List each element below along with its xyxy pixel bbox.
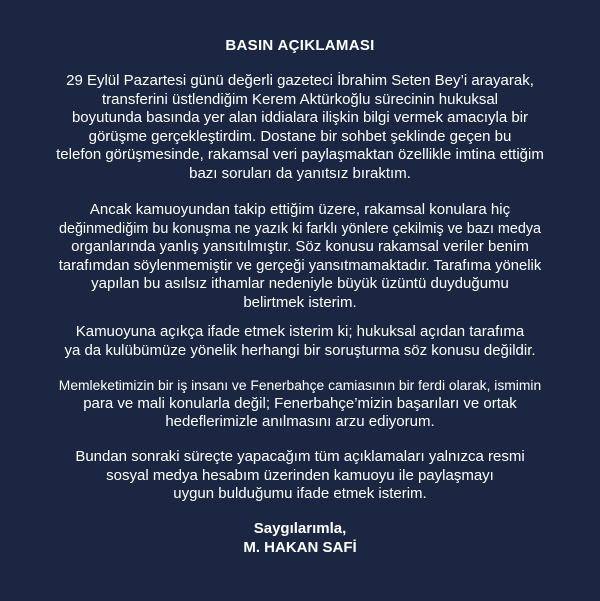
text-line: 29 Eylül Pazartesi günü değerli gazeteci İbrahim Seten Bey’i arayarak, xyxy=(66,72,534,89)
paragraph-no-investigation xyxy=(56,323,544,360)
text-line: Bundan sonraki süreçte yapacağım tüm açıklamaları yalnızca resmi xyxy=(75,448,525,465)
text-line: boyutunda basında yer alan iddialara ilişkin bilgi vermek amacıyla bir xyxy=(71,109,529,126)
text-line: Kamuoyuna açıkça ifade etmek isterim ki; hukuksal açıdan tarafıma xyxy=(75,323,525,340)
text-line: görüşme gerçekleştirdim. Dostane bir sohbet şeklinde geçen bu xyxy=(88,127,512,145)
signature-name: M. HAKAN SAFİ xyxy=(243,539,357,556)
text-line: bazı soruları da yanıtsız bıraktım. xyxy=(189,164,411,182)
text-line: ya da kulübümüze yönelik herhangi bir soruşturma söz konusu değildir. xyxy=(64,341,536,359)
text-line: belirtmek isterim. xyxy=(243,293,357,311)
statement-title: BASIN AÇIKLAMASI xyxy=(225,37,375,54)
text-line: organlarında yanlış yansıtılmıştır. Söz konusu rakamsal veriler benim xyxy=(71,238,529,255)
text-line: sosyal medya hesabım üzerinden kamuoyu ile paylaşmayı xyxy=(106,466,494,484)
paragraph-misrepresentation xyxy=(56,201,544,312)
text-line: yapılan bu asılsız ithamlar nedeniyle büyük üzüntü duyduğumu xyxy=(91,275,509,292)
text-line: transferini üstlendiğim Kerem Aktürkoğlu sürecinin hukuksal xyxy=(101,90,499,108)
text-line: değinmediğim bu konuşma ne yazık ki farklı yönlere çekilmiş ve bazı medya xyxy=(58,220,542,237)
text-line: tarafımdan söylenmemiştir ve gerçeği yansıtmamaktadır. Tarafıma yönelik xyxy=(58,257,542,274)
text-line: Memleketimizin bir iş insanı ve Fenerbahçe camiasının bir ferdi olarak, ismimin xyxy=(58,377,542,393)
signature-closing: Saygılarımla, xyxy=(253,520,347,537)
text-line: telefon görüşmesinde, rakamsal veri paylaşmaktan özellikle imtina ettiğim xyxy=(56,146,544,163)
paragraph-official-channels xyxy=(56,448,544,504)
text-line: Ancak kamuoyundan takip ettiğim üzere, rakamsal konulara hiç xyxy=(89,201,511,218)
paragraph-call-with-journalist xyxy=(56,72,544,183)
text-line: hedeflerimizle anılmasını arzu ediyorum. xyxy=(165,413,435,430)
text-line: uygun bulduğumu ifade etmek isterim. xyxy=(173,485,427,502)
signature-block xyxy=(0,519,600,557)
text-line: para ve mali konularla değil; Fenerbahçe’mizin başarıları ve ortak xyxy=(83,394,517,412)
paragraph-fenerbahce xyxy=(56,376,544,432)
